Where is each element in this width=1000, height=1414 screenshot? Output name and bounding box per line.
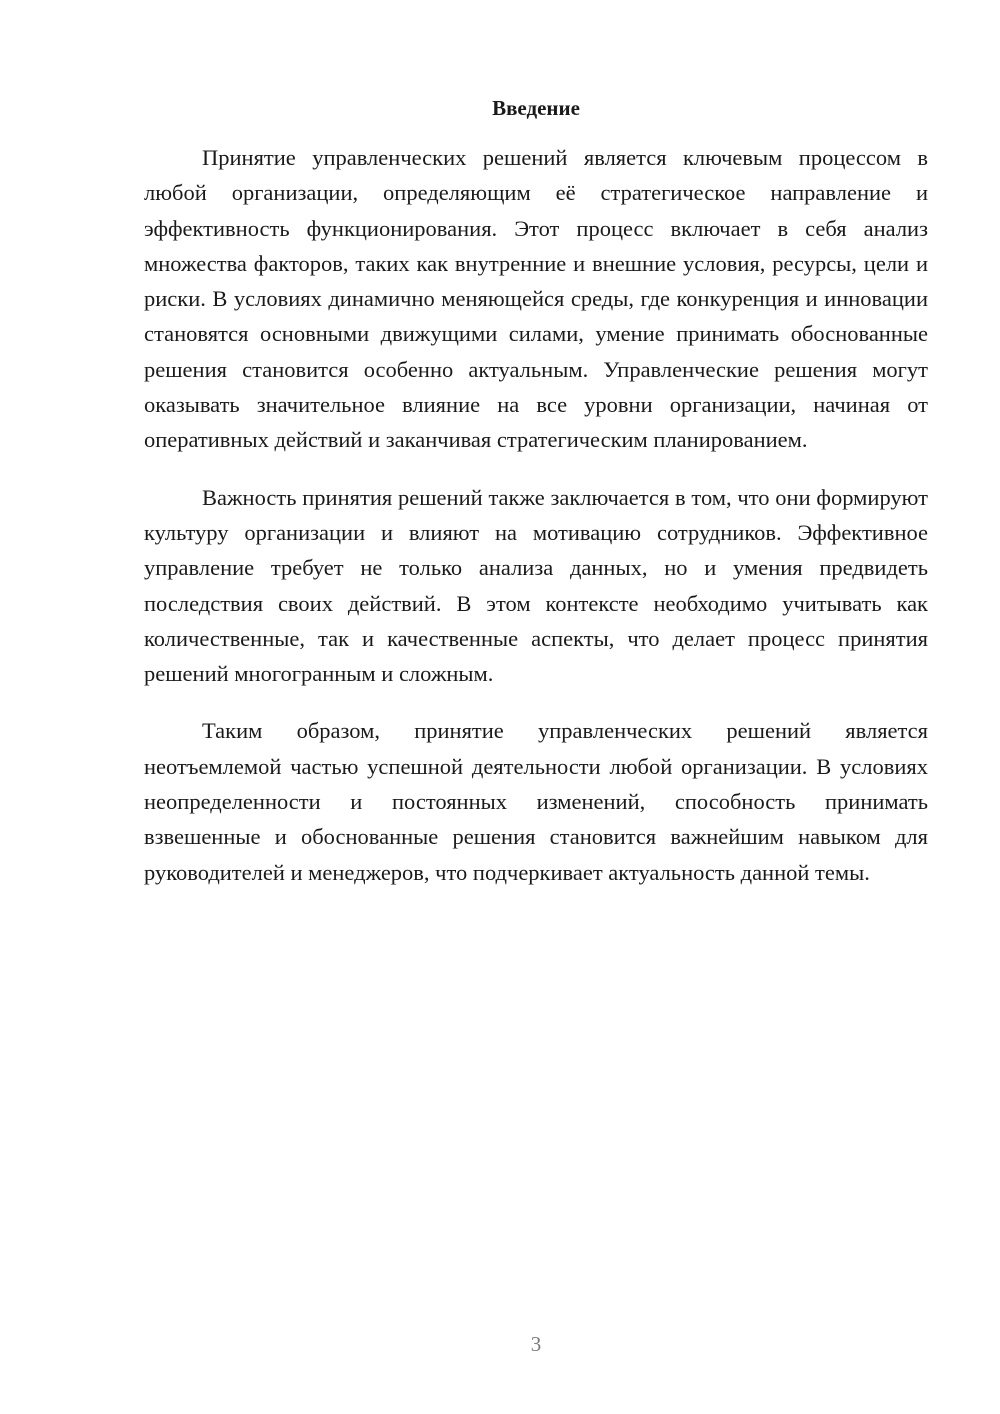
paragraph-1: Принятие управленческих решений является ключевым процессом в любой организации, определяющим её стратегическое направление и эффективность функционирования. Этот процесс включает в себя анализ множества факторов, таких как внутренние и внешние условия, ресурсы, цели и риски. В условиях динамично меняющейся среды, где конкуренция и инновации становятся основными движущими силами, умение принимать обоснованные решения становится особенно актуальным. Управленческие решения могут оказывать значительное влияние на все уровни организации, начиная от оперативных действий и заканчивая стратегическим планированием.	[144, 145, 928, 453]
body-text	[144, 140, 928, 912]
paragraph-3: Таким образом, принятие управленческих решений является неотъемлемой частью успешной деятельности любой организации. В условиях неопределенности и постоянных изменений, способность принимать взвешенные и обоснованные решения становится важнейшим навыком для руководителей и менеджеров, что подчеркивает актуальность данной темы.	[144, 718, 928, 885]
section-heading: Введение	[492, 96, 580, 120]
paragraph-2: Важность принятия решений также заключается в том, что они формируют культуру организации и влияют на мотивацию сотрудников. Эффективное управление требует не только анализа данных, но и умения предвидеть последствия своих действий. В этом контексте необходимо учитывать как количественные, так и качественные аспекты, что делает процесс принятия решений многогранным и сложным.	[144, 484, 928, 687]
page-number: 3	[530, 1332, 542, 1356]
